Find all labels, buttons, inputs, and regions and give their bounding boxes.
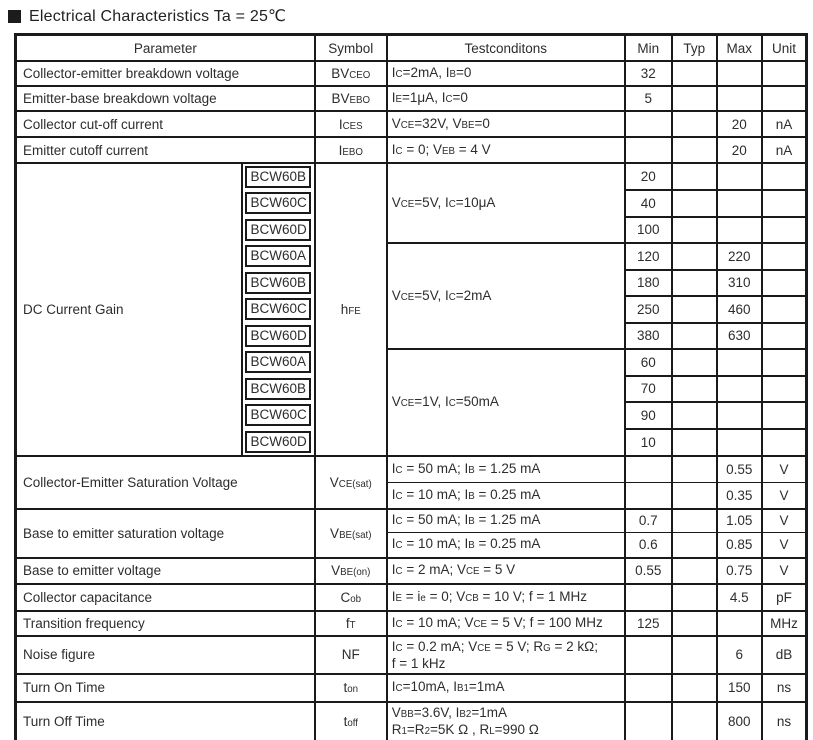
unit-cell xyxy=(762,243,807,270)
min-cell: 20 xyxy=(625,163,672,190)
device-cell xyxy=(242,349,315,376)
symbol-cell: VBE(sat) xyxy=(315,509,387,558)
unit-cell: ns xyxy=(762,674,807,702)
parameter-cell: Collector-Emitter Saturation Voltage xyxy=(16,456,315,509)
device-box: BCW60D xyxy=(245,325,311,347)
table-row xyxy=(16,456,807,483)
table-row xyxy=(16,636,807,674)
unit-cell xyxy=(762,376,807,403)
symbol-cell: toff xyxy=(315,702,387,740)
table-row xyxy=(16,702,807,740)
min-cell xyxy=(625,111,672,137)
max-cell xyxy=(717,349,762,376)
device-box: BCW60D xyxy=(245,431,311,453)
max-cell: 630 xyxy=(717,323,762,350)
min-cell: 180 xyxy=(625,270,672,297)
max-cell xyxy=(717,429,762,456)
section-title-row xyxy=(8,6,813,26)
min-cell: 250 xyxy=(625,296,672,323)
min-cell xyxy=(625,137,672,163)
condition-cell: IC=10mA, IB1=1mA xyxy=(387,674,625,702)
col-header-unit: Unit xyxy=(762,35,807,62)
condition-cell: IE=1μA, IC=0 xyxy=(387,86,625,111)
symbol-cell: fT xyxy=(315,611,387,636)
condition-cell: VCE=1V, IC=50mA xyxy=(387,349,625,456)
page-title: Electrical Characteristics Ta = 25℃ xyxy=(29,8,287,25)
min-cell: 90 xyxy=(625,402,672,429)
max-cell xyxy=(717,190,762,217)
symbol-cell: IEBO xyxy=(315,137,387,163)
max-cell xyxy=(717,163,762,190)
min-cell xyxy=(625,483,672,509)
unit-cell xyxy=(762,217,807,244)
max-cell: 0.55 xyxy=(717,456,762,483)
device-box: BCW60C xyxy=(245,404,311,426)
max-cell xyxy=(717,86,762,111)
min-cell: 5 xyxy=(625,86,672,111)
unit-cell xyxy=(762,429,807,456)
max-cell: 150 xyxy=(717,674,762,702)
table-row xyxy=(16,584,807,611)
parameter-cell: Turn On Time xyxy=(16,674,315,702)
typ-cell xyxy=(672,584,717,611)
condition-cell: VCE=5V, IC=10μA xyxy=(387,163,625,243)
table-row xyxy=(16,86,807,111)
typ-cell xyxy=(672,429,717,456)
typ-cell xyxy=(672,86,717,111)
condition-cell: IC = 0; VEB = 4 V xyxy=(387,137,625,163)
parameter-cell: Collector cut-off current xyxy=(16,111,315,137)
col-header-typ: Typ xyxy=(672,35,717,62)
unit-cell: ns xyxy=(762,702,807,740)
max-cell xyxy=(717,217,762,244)
min-cell xyxy=(625,456,672,483)
unit-cell: dB xyxy=(762,636,807,674)
condition-cell: IC = 2 mA; VCE = 5 V xyxy=(387,558,625,584)
unit-cell: nA xyxy=(762,111,807,137)
symbol-cell: hFE xyxy=(315,163,387,456)
unit-cell xyxy=(762,61,807,86)
condition-cell: IC = 50 mA; IB = 1.25 mA xyxy=(387,509,625,533)
device-cell xyxy=(242,270,315,297)
typ-cell xyxy=(672,296,717,323)
device-cell xyxy=(242,243,315,270)
typ-cell xyxy=(672,111,717,137)
min-cell: 0.55 xyxy=(625,558,672,584)
parameter-cell: Base to emitter saturation voltage xyxy=(16,509,315,558)
symbol-cell: Cob xyxy=(315,584,387,611)
device-cell xyxy=(242,376,315,403)
device-cell xyxy=(242,163,315,190)
min-cell: 120 xyxy=(625,243,672,270)
min-cell: 100 xyxy=(625,217,672,244)
min-cell xyxy=(625,636,672,674)
symbol-cell: VBE(on) xyxy=(315,558,387,584)
table-row xyxy=(16,558,807,584)
device-cell xyxy=(242,429,315,456)
typ-cell xyxy=(672,163,717,190)
max-cell: 0.35 xyxy=(717,483,762,509)
typ-cell xyxy=(672,611,717,636)
min-cell: 380 xyxy=(625,323,672,350)
device-box: BCW60A xyxy=(245,245,311,267)
unit-cell xyxy=(762,190,807,217)
parameter-cell: Noise figure xyxy=(16,636,315,674)
table-row xyxy=(16,674,807,702)
device-box: BCW60C xyxy=(245,298,311,320)
device-box: BCW60B xyxy=(245,378,311,400)
unit-cell: V xyxy=(762,483,807,509)
max-cell: 800 xyxy=(717,702,762,740)
table-row xyxy=(16,137,807,163)
symbol-cell: VCE(sat) xyxy=(315,456,387,509)
parameter-cell: Transition frequency xyxy=(16,611,315,636)
col-header-parameter: Parameter xyxy=(16,35,315,62)
device-cell xyxy=(242,402,315,429)
parameter-cell: Collector capacitance xyxy=(16,584,315,611)
condition-cell: VCE=32V, VBE=0 xyxy=(387,111,625,137)
unit-cell: nA xyxy=(762,137,807,163)
parameter-cell: Emitter-base breakdown voltage xyxy=(16,86,315,111)
device-cell xyxy=(242,296,315,323)
typ-cell xyxy=(672,402,717,429)
typ-cell xyxy=(672,376,717,403)
unit-cell: V xyxy=(762,558,807,584)
device-box: BCW60D xyxy=(245,219,311,241)
symbol-cell: ICES xyxy=(315,111,387,137)
max-cell: 20 xyxy=(717,137,762,163)
condition-cell: VBB=3.6V, IB2=1mA R1=R2=5K Ω , RL=990 Ω xyxy=(387,702,625,740)
min-cell: 32 xyxy=(625,61,672,86)
typ-cell xyxy=(672,137,717,163)
parameter-cell: Collector-emitter breakdown voltage xyxy=(16,61,315,86)
col-header-testconditions: Testconditons xyxy=(387,35,625,62)
table-header-row xyxy=(16,35,807,62)
max-cell: 310 xyxy=(717,270,762,297)
max-cell: 220 xyxy=(717,243,762,270)
typ-cell xyxy=(672,509,717,533)
max-cell: 0.85 xyxy=(717,533,762,558)
col-header-max: Max xyxy=(717,35,762,62)
typ-cell xyxy=(672,483,717,509)
device-cell xyxy=(242,190,315,217)
typ-cell xyxy=(672,61,717,86)
typ-cell xyxy=(672,636,717,674)
max-cell: 0.75 xyxy=(717,558,762,584)
condition-cell: IC = 10 mA; IB = 0.25 mA xyxy=(387,483,625,509)
typ-cell xyxy=(672,349,717,376)
table-row xyxy=(16,163,807,190)
min-cell: 60 xyxy=(625,349,672,376)
device-box: BCW60B xyxy=(245,272,311,294)
unit-cell: V xyxy=(762,456,807,483)
symbol-cell: NF xyxy=(315,636,387,674)
device-cell xyxy=(242,323,315,350)
device-box: BCW60C xyxy=(245,192,311,214)
condition-cell: IC = 10 mA; VCE = 5 V; f = 100 MHz xyxy=(387,611,625,636)
unit-cell xyxy=(762,163,807,190)
typ-cell xyxy=(672,243,717,270)
condition-cell: IC = 10 mA; IB = 0.25 mA xyxy=(387,533,625,558)
device-box: BCW60A xyxy=(245,351,311,373)
unit-cell: MHz xyxy=(762,611,807,636)
min-cell: 125 xyxy=(625,611,672,636)
condition-cell: VCE=5V, IC=2mA xyxy=(387,243,625,349)
unit-cell xyxy=(762,349,807,376)
device-box: BCW60B xyxy=(245,166,311,188)
min-cell xyxy=(625,674,672,702)
unit-cell xyxy=(762,86,807,111)
max-cell: 1.05 xyxy=(717,509,762,533)
parameter-cell: Turn Off Time xyxy=(16,702,315,740)
typ-cell xyxy=(672,270,717,297)
parameter-cell: DC Current Gain xyxy=(16,163,242,456)
min-cell: 40 xyxy=(625,190,672,217)
typ-cell xyxy=(672,190,717,217)
max-cell xyxy=(717,402,762,429)
max-cell: 20 xyxy=(717,111,762,137)
min-cell: 0.6 xyxy=(625,533,672,558)
table-row xyxy=(16,111,807,137)
max-cell xyxy=(717,376,762,403)
table-row xyxy=(16,61,807,86)
max-cell xyxy=(717,611,762,636)
condition-cell: IC = 0.2 mA; VCE = 5 V; RG = 2 kΩ; f = 1 kHz xyxy=(387,636,625,674)
max-cell: 4.5 xyxy=(717,584,762,611)
max-cell: 6 xyxy=(717,636,762,674)
symbol-cell: BVEBO xyxy=(315,86,387,111)
table-row xyxy=(16,611,807,636)
max-cell: 460 xyxy=(717,296,762,323)
condition-cell: IE = ie = 0; VCB = 10 V; f = 1 MHz xyxy=(387,584,625,611)
min-cell: 10 xyxy=(625,429,672,456)
typ-cell xyxy=(672,323,717,350)
col-header-min: Min xyxy=(625,35,672,62)
typ-cell xyxy=(672,674,717,702)
condition-cell: IC = 50 mA; IB = 1.25 mA xyxy=(387,456,625,483)
symbol-cell: ton xyxy=(315,674,387,702)
max-cell xyxy=(717,61,762,86)
section-marker-icon xyxy=(8,10,21,23)
characteristics-table xyxy=(14,33,808,740)
table-row xyxy=(16,509,807,533)
device-cell xyxy=(242,217,315,244)
symbol-cell: BVCEO xyxy=(315,61,387,86)
parameter-cell: Emitter cutoff current xyxy=(16,137,315,163)
parameter-cell: Base to emitter voltage xyxy=(16,558,315,584)
min-cell xyxy=(625,584,672,611)
unit-cell xyxy=(762,402,807,429)
typ-cell xyxy=(672,558,717,584)
unit-cell: V xyxy=(762,533,807,558)
min-cell: 70 xyxy=(625,376,672,403)
typ-cell xyxy=(672,456,717,483)
unit-cell xyxy=(762,296,807,323)
unit-cell xyxy=(762,270,807,297)
typ-cell xyxy=(672,217,717,244)
typ-cell xyxy=(672,533,717,558)
min-cell: 0.7 xyxy=(625,509,672,533)
unit-cell: V xyxy=(762,509,807,533)
condition-cell: IC=2mA, IB=0 xyxy=(387,61,625,86)
col-header-symbol: Symbol xyxy=(315,35,387,62)
unit-cell xyxy=(762,323,807,350)
typ-cell xyxy=(672,702,717,740)
unit-cell: pF xyxy=(762,584,807,611)
min-cell xyxy=(625,702,672,740)
